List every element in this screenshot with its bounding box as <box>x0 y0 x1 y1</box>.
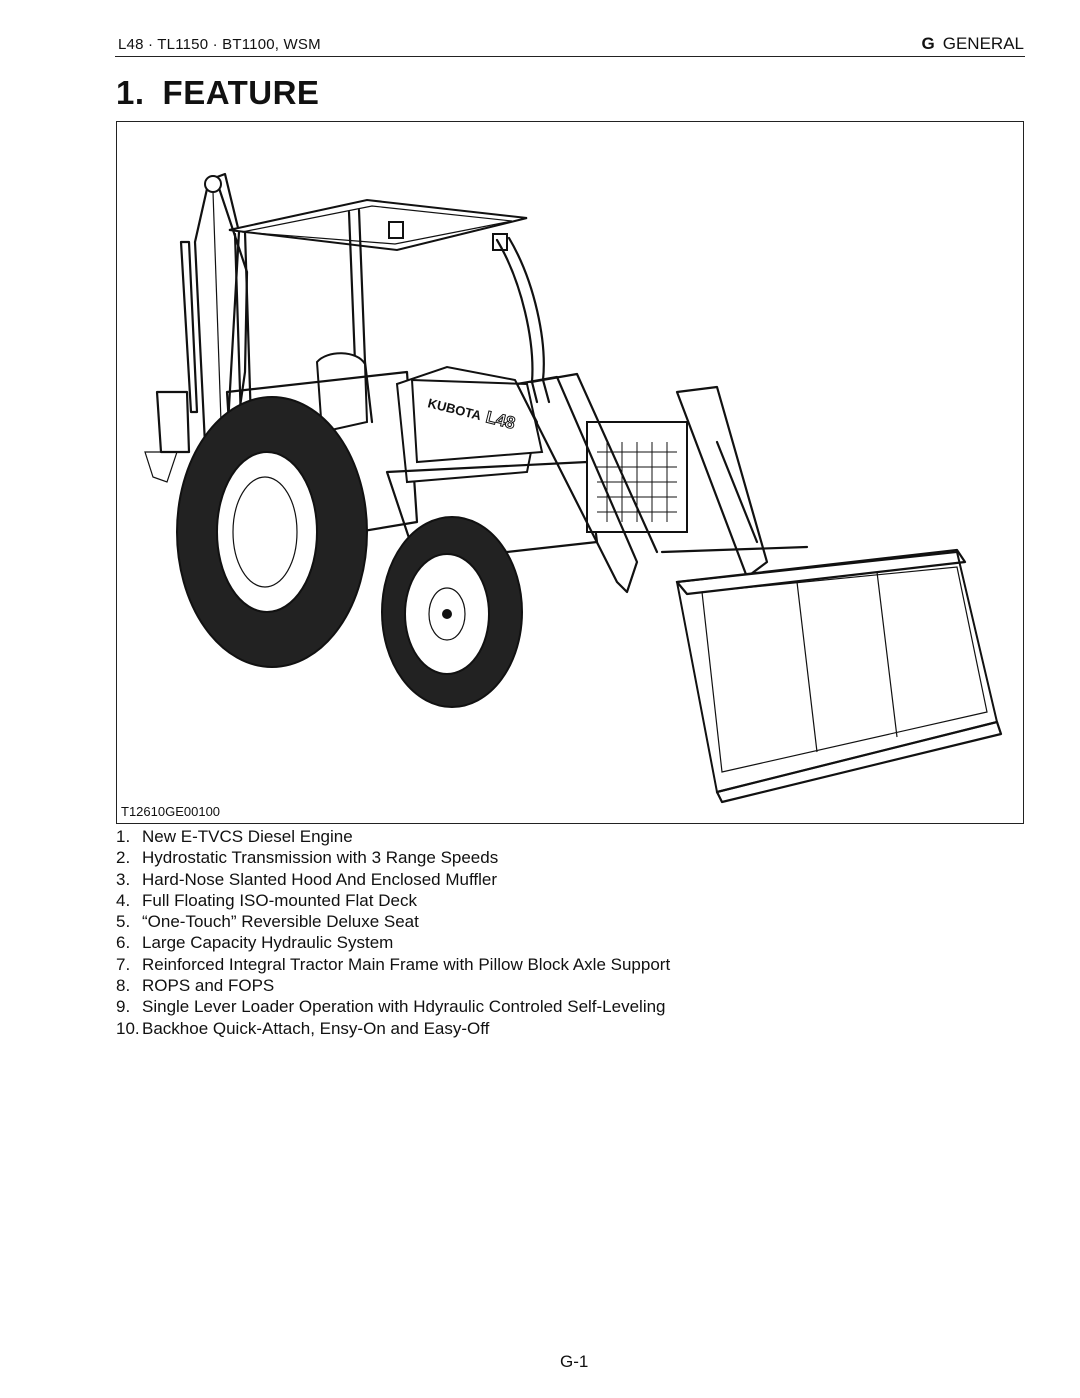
title-number: 1. <box>116 74 145 111</box>
list-item: 9. Single Lever Loader Operation with Hdyraulic Controled Self-Leveling <box>116 997 666 1017</box>
tractor-loader-backhoe-illustration <box>117 122 1022 822</box>
list-item: 6. Large Capacity Hydraulic System <box>116 933 394 953</box>
figure-id-label: T12610GE00100 <box>121 804 221 819</box>
list-item: 7. Reinforced Integral Tractor Main Frame with Pillow Block Axle Support <box>116 954 671 974</box>
list-item: 3. Hard-Nose Slanted Hood And Enclosed Muffler <box>116 869 497 889</box>
section-letter: G <box>921 34 935 53</box>
document-model-header: L48 · TL1150 · BT1100, WSM <box>118 36 321 53</box>
loader-bucket <box>677 550 1001 802</box>
list-item: 5. “One-Touch” Reversible Deluxe Seat <box>116 912 419 932</box>
hood-model-text: L48 <box>484 407 518 433</box>
page-number: G-1 <box>560 1352 589 1371</box>
list-item: 1. New E-TVCS Diesel Engine <box>116 827 353 846</box>
feature-list <box>116 826 670 1039</box>
list-item: 4. Full Floating ISO-mounted Flat Deck <box>116 890 417 910</box>
rear-tire <box>177 397 367 667</box>
radiator-grille <box>587 422 687 532</box>
front-tire <box>382 517 522 707</box>
header-divider <box>115 56 1025 57</box>
hood-brand-text: KUBOTA <box>426 395 483 424</box>
list-item: 8. ROPS and FOPS <box>116 976 275 996</box>
section-name: GENERAL <box>942 34 1024 53</box>
title-text: FEATURE <box>162 74 320 111</box>
section-header <box>922 34 1024 54</box>
list-item: 2. Hydrostatic Transmission with 3 Range Speeds <box>116 848 499 868</box>
page-title <box>116 74 319 112</box>
figure-frame <box>116 121 1024 824</box>
list-item: 10. Backhoe Quick-Attach, Ensy-On and Easy-Off <box>116 1018 490 1038</box>
